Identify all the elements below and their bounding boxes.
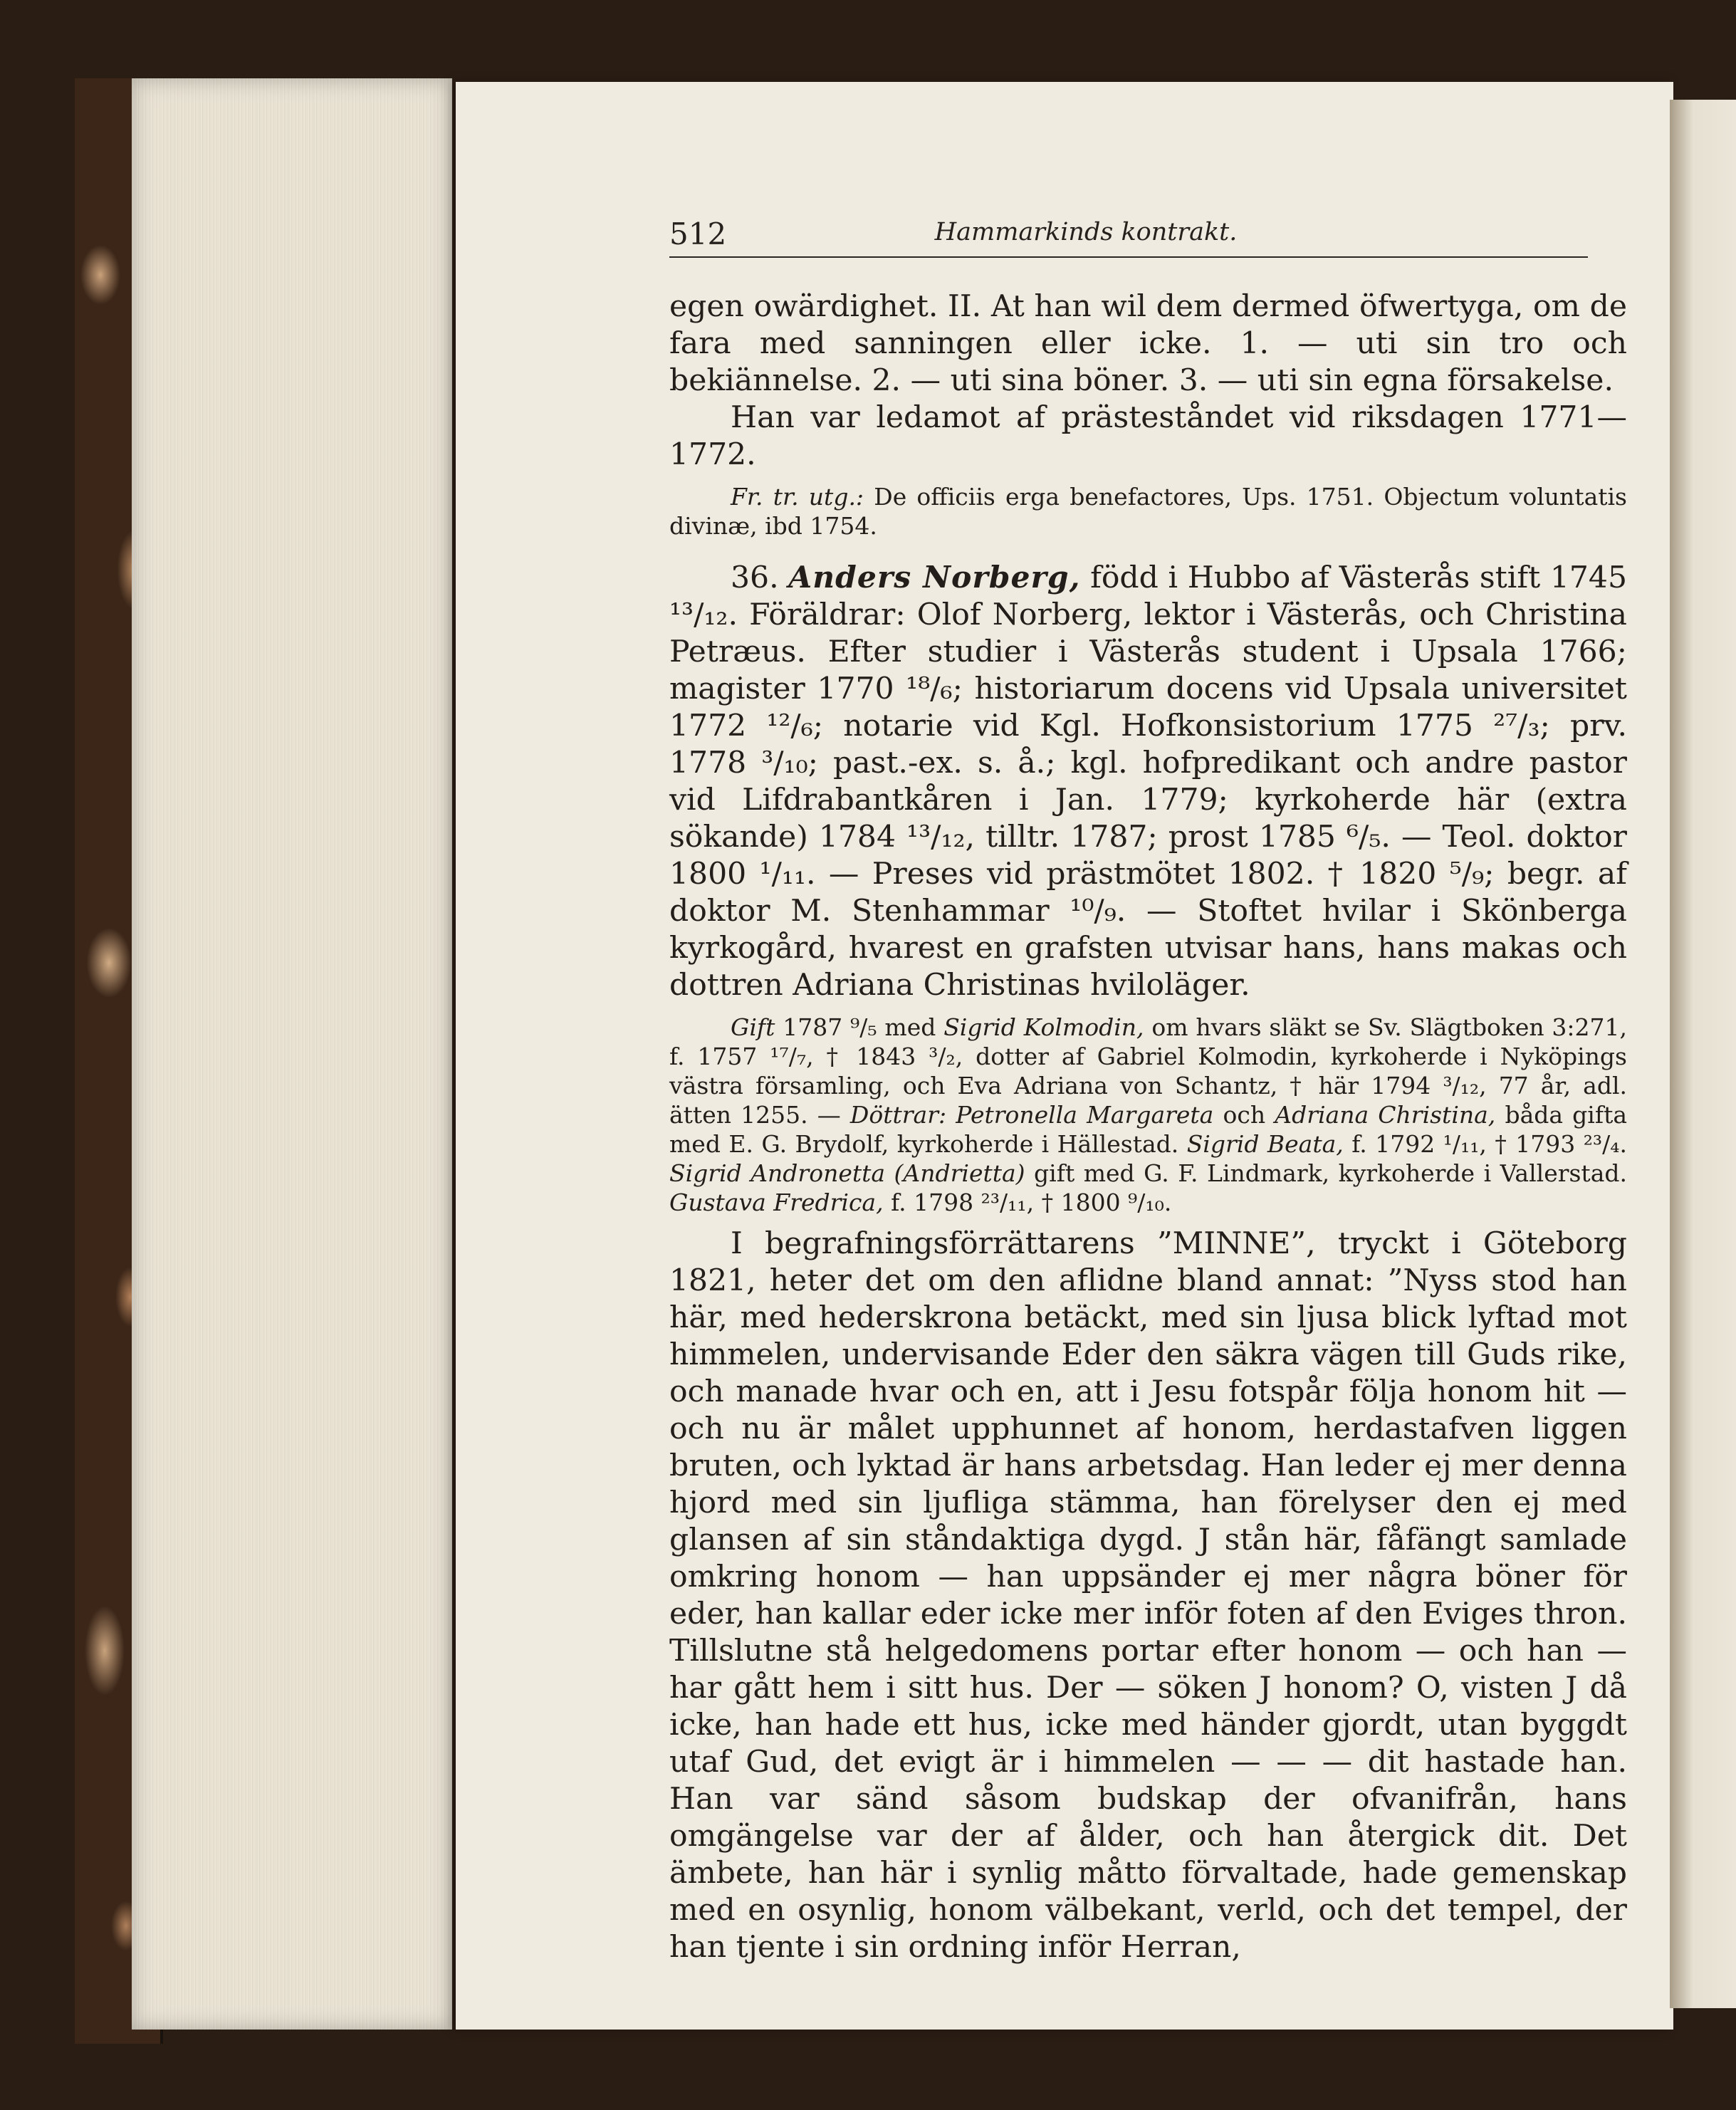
paragraph-2: Han var ledamot af prästeståndet vid riksdagen 1771—1772. (669, 400, 1627, 472)
daughter-adriana: Adriana Christina, (1275, 1101, 1496, 1129)
wife-name: Sigrid Kolmodin, (943, 1013, 1144, 1041)
family-text-b: om hvars släkt se Sv. Slägtboken 3:271, f. 1757 ¹⁷/₇, † 1843 ³/₂, dotter af Gabriel Kolmodin, kyrkoherde i Nyköpings västra församling, och Eva Adriana von Schantz, † här 1794 ³/₁₂, 77 år, adl. ätten 1255. — (669, 1013, 1628, 1129)
daughter-andronetta: Sigrid Andronetta (Andrietta) (669, 1159, 1025, 1187)
page-number: 512 (669, 216, 727, 251)
paragraph-family (669, 1013, 1627, 1217)
paragraph-3 (669, 482, 1627, 540)
publications-text: De officiis erga benefactores, Ups. 1751. Objectum voluntatis divinæ, ibd 1754. (669, 483, 1627, 540)
gift-label: Gift (731, 1013, 775, 1041)
paragraph-1: egen owärdighet. II. At han wil dem dermed öfwertyga, om de fara med sanningen eller icke. 1. — uti sin tro och bekiännelse. 2. — uti sina böner. 3. — uti sin egna försakelse. (669, 289, 1627, 398)
page-header (669, 214, 1588, 258)
family-text-e: f. 1792 ¹/₁₁, † 1793 ²³/₄. (1343, 1130, 1628, 1158)
family-text-d: båda gifta med E. G. Brydolf, kyrkoherde i Hällestad. (669, 1101, 1628, 1158)
paragraph-memorial: I begrafningsförrättarens ”MINNE”, tryckt i Göteborg 1821, heter det om den aflidne bland annat: ”Nyss stod han här, med hederskrona betäckt, med sin ljusa blick lyftad mot himmelen, undervisande Eder den säkra vägen till Guds rike, och manade hvar och en, att i Jesu fotspår följa honom hit — och nu är målet upphunnet af honom, herdastafven liggen bruten, och lyktad är hans arbetsdag. Han leder ej mer denna hjord med sin ljufliga stämma, han förelyser den ej med glansen af sin ståndaktiga dygd. J stån här, fåfängt samlade omkring honom — han uppsänder ej mer några böner för eder, han kallar eder icke mer inför foten af den Eviges thron. Tillslutne stå helgedomens portar efter honom — och han — har gått hem i sitt hus. Der — söken J honom? O, visten J då icke, han hade ett hus, icke med händer gjordt, utan byggdt utaf Gud, det evigt är i himmelen — — — dit hastade han. Han var sänd såsom budskap der ofvanifrån, hans omgängelse var der af ålder, och han återgick dit. Det ämbete, han här i synlig måtto förvaltade, hade gemenskap med en osynlig, honom välbekant, verld, och det tempel, der han tjente i sin ordning inför Herran, (669, 1226, 1627, 1965)
daughter-beata: Sigrid Beata, (1186, 1130, 1344, 1158)
daughter-gustava: Gustava Fredrica, (669, 1189, 884, 1216)
running-title: Hammarkinds kontrakt. (934, 218, 1238, 246)
page-stack-edges (132, 78, 452, 2030)
family-text-f: gift med G. F. Lindmark, kyrkoherde i Vallerstad. (1025, 1159, 1627, 1187)
family-text-g: f. 1798 ²³/₁₁, † 1800 ⁹/₁₀. (883, 1189, 1172, 1216)
family-text-c: och (1213, 1101, 1275, 1129)
daughters-label: Döttrar: Petronella Margareta (849, 1101, 1214, 1129)
biography-text: född i Hubbo af Västerås stift 1745 ¹³/₁₂. Föräldrar: Olof Norberg, lektor i Västerås, och Christina Petræus. Efter studier i Västerås student i Upsala 1766; magister 1770 ¹⁸/₆; historiarum docens vid Upsala universitet 1772 ¹²/₆; notarie vid Kgl. Hofkonsistorium 1775 ²⁷/₃; prv. 1778 ³/₁₀; past.-ex. s. å.; kgl. hofpredikant och andre pastor vid Lifdrabantkåren i Jan. 1779; kyrkoherde här (extra sökande) 1784 ¹³/₁₂, tilltr. 1787; prost 1785 ⁶/₅. — Teol. doktor 1800 ¹/₁₁. — Preses vid prästmötet 1802. † 1820 ⁵/₉; begr. af doktor M. Stenhammar ¹⁰/₉. — Stoftet hvilar i Skönberga kyrkogård, hvarest en grafsten utvisar hans, hans makas och dottren Adriana Christinas hviloläger. (669, 560, 1627, 1003)
family-text-a: 1787 ⁹/₅ med (775, 1013, 944, 1041)
person-name: Anders Norberg, (788, 560, 1081, 595)
page-body (669, 288, 1627, 1966)
publications-label: Fr. tr. utg.: (731, 483, 864, 511)
entry-number: 36. (731, 560, 779, 595)
facing-page-edge (1670, 100, 1736, 2008)
paragraph-biography (669, 559, 1627, 1004)
